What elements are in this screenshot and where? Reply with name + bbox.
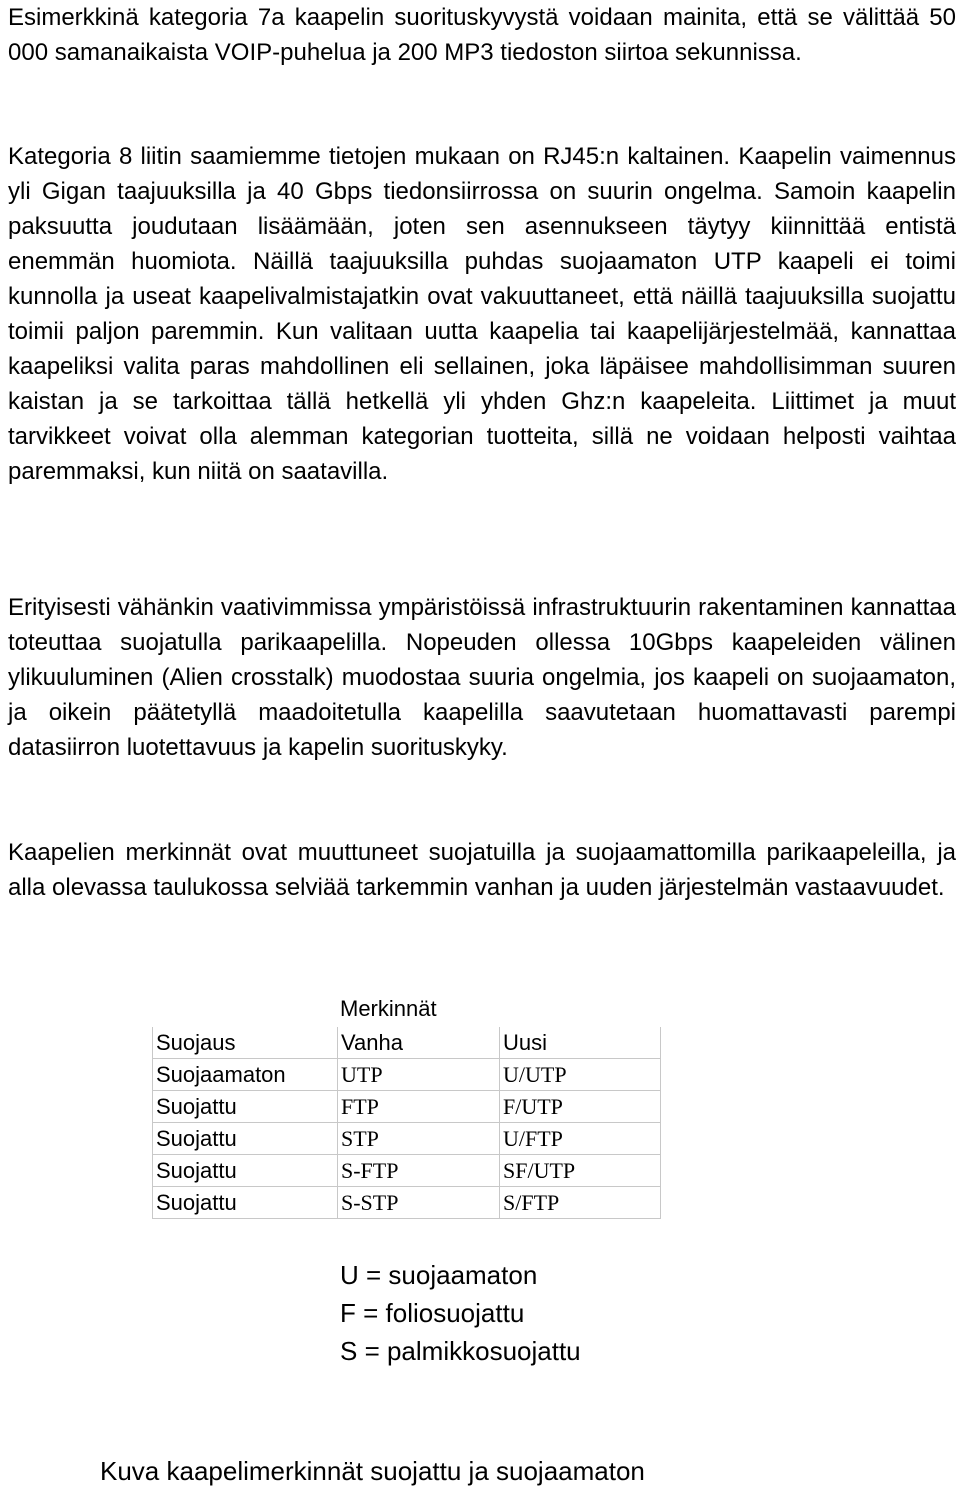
table-cell-old: STP — [338, 1123, 500, 1155]
table-row — [153, 1059, 661, 1091]
table-row — [153, 1155, 661, 1187]
cable-markings-table — [152, 1027, 661, 1219]
table-cell-shielding: Suojattu — [153, 1123, 338, 1155]
paragraph-category-8: Kategoria 8 liitin saamiemme tietojen mukaan on RJ45:n kaltainen. Kaapelin vaimennus yli Gigan taajuuksilla ja 40 Gbps tiedonsiirrossa on suurin ongelma. Samoin kaapelin paksuutta joudutaan lisäämään, joten sen asennukseen täytyy kiinnittää entistä enemmän huomiota. Näillä taajuuksilla puhdas suojaamaton UTP kaapeli ei toimi kunnolla ja useat kaapelivalmistajatkin ovat vakuuttaneet, että näillä taajuuksilla suojattu toimii paljon paremmin. Kun valitaan uutta kaapelia tai kaapelijärjestelmää, kannattaa kaapeliksi valita paras mahdollinen eli sellainen, joka läpäisee mahdollisimman suuren kaistan ja se tarkoittaa tällä hetkellä yli yhden Ghz:n kaapeleita. Liittimet ja muut tarvikkeet voivat olla alemman kategorian tuotteita, sillä ne voidaan helposti vaihtaa paremmaksi, kun niitä on saatavilla. — [8, 143, 956, 485]
paragraph-cable-markings: Kaapelien merkinnät ovat muuttuneet suojatuilla ja suojaamattomilla parikaapeleilla, ja alla olevassa taulukossa selviää tarkemmin vanhan ja uuden järjestelmän vastaavuudet. — [8, 839, 956, 901]
table-cell-old: S-STP — [338, 1187, 500, 1219]
legend-item-f: F = foliosuojattu — [340, 1298, 525, 1328]
table-row — [153, 1123, 661, 1155]
table-cell-shielding: Suojaamaton — [153, 1059, 338, 1091]
table-cell-new: U/UTP — [500, 1059, 661, 1091]
table-cell-new: SF/UTP — [500, 1155, 661, 1187]
table-header-cell: Uusi — [500, 1027, 661, 1059]
table-header-cell: Suojaus — [153, 1027, 338, 1059]
table-title: Merkinnät — [340, 996, 437, 1021]
figure-caption: Kuva kaapelimerkinnät suojattu ja suojaamaton — [100, 1456, 645, 1486]
paragraph-category-7a: Esimerkkinä kategoria 7a kaapelin suorituskyvystä voidaan mainita, että se välittää 50 000 samanaikaista VOIP-puhelua ja 200 MP3 tiedoston siirtoa sekunnissa. — [8, 4, 956, 66]
legend-item-s: S = palmikkosuojattu — [340, 1336, 581, 1366]
legend-item-u: U = suojaamaton — [340, 1260, 538, 1290]
table-cell-old: UTP — [338, 1059, 500, 1091]
table-cell-shielding: Suojattu — [153, 1091, 338, 1123]
abbreviation-legend — [340, 1256, 581, 1370]
table-row — [153, 1091, 661, 1123]
table-cell-shielding: Suojattu — [153, 1155, 338, 1187]
table-cell-shielding: Suojattu — [153, 1187, 338, 1219]
table-cell-old: S-FTP — [338, 1155, 500, 1187]
table-cell-new: F/UTP — [500, 1091, 661, 1123]
paragraph-shielded-infrastructure: Erityisesti vähänkin vaativimmissa ympäristöissä infrastruktuurin rakentaminen kannattaa toteuttaa suojatulla parikaapelilla. Nopeuden ollessa 10Gbps kaapeleiden välinen ylikuuluminen (Alien crosstalk) muodostaa suuria ongelmia, jos kaapeli on suojaamaton, ja oikein päätetyllä maadoitetulla kaapelilla saavutetaan huomattavasti parempi datasiirron luotettavuus ja kapelin suorituskyky. — [8, 594, 956, 761]
table-cell-new: U/FTP — [500, 1123, 661, 1155]
table-header-cell: Vanha — [338, 1027, 500, 1059]
table-cell-old: FTP — [338, 1091, 500, 1123]
table-cell-new: S/FTP — [500, 1187, 661, 1219]
table-header-row — [153, 1027, 661, 1059]
table-row — [153, 1187, 661, 1219]
